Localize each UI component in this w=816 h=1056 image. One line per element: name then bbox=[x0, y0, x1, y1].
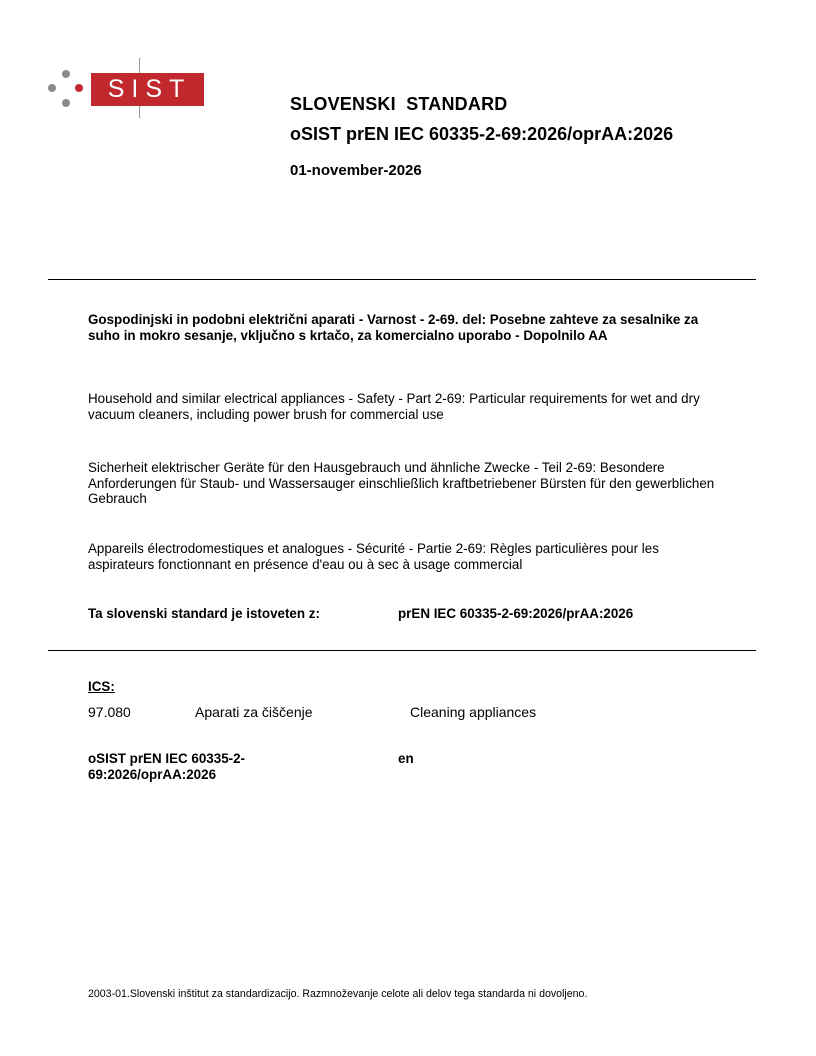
logo-dot-1 bbox=[48, 84, 56, 92]
sist-logo bbox=[91, 73, 204, 106]
document-language: en bbox=[398, 751, 414, 766]
publication-date: 01-november-2026 bbox=[290, 162, 422, 179]
title-german: Sicherheit elektrischer Geräte für den Hausgebrauch und ähnliche Zwecke - Teil 2-69: Besondere Anforderungen für Staub- und Wassersauger einschließlich kraftbetriebener Bürsten für den gewerblichen Gebrauch bbox=[88, 460, 715, 506]
sist-logo-text: SIST bbox=[107, 75, 192, 103]
copyright-footer: 2003-01.Slovenski inštitut za standardizacijo. Razmnoževanje celote ali delov tega standarda ni dovoljeno. bbox=[88, 988, 588, 1000]
title-french: Appareils électrodomestiques et analogues - Sécurité - Partie 2-69: Règles particulières pour les aspirateurs fonctionnant en présence d'eau ou à sec à usage commercial bbox=[88, 541, 659, 572]
title-english: Household and similar electrical appliances - Safety - Part 2-69: Particular requirements for wet and dry vacuum cleaners, including power brush for commercial use bbox=[88, 391, 700, 422]
logo-dots bbox=[48, 68, 78, 110]
ics-code: 97.080 bbox=[88, 704, 131, 720]
standard-designation: oSIST prEN IEC 60335-2-69:2026/oprAA:2026 bbox=[290, 124, 674, 144]
standard-label: SLOVENSKI STANDARD bbox=[290, 94, 508, 114]
middle-divider bbox=[48, 650, 756, 651]
logo-dot-4 bbox=[62, 99, 70, 107]
top-divider bbox=[48, 279, 756, 280]
document-code: oSIST prEN IEC 60335-2-69:2026/oprAA:2026 bbox=[88, 751, 246, 782]
title-slovenian: Gospodinjski in podobni električni aparati - Varnost - 2-69. del: Posebne zahteve za sesalnike za suho in mokro sesanje, vključno s krtačo, za komercialno uporabo - Dopolnilo AA bbox=[88, 312, 699, 343]
ics-description-english: Cleaning appliances bbox=[410, 704, 537, 720]
ics-description-slovenian: Aparati za čiščenje bbox=[195, 704, 313, 720]
identical-label: Ta slovenski standard je istoveten z: bbox=[88, 606, 320, 621]
logo-dot-3 bbox=[75, 84, 83, 92]
identical-value: prEN IEC 60335-2-69:2026/prAA:2026 bbox=[398, 606, 634, 621]
logo-dot-2 bbox=[62, 70, 70, 78]
ics-label: ICS: bbox=[88, 679, 115, 694]
